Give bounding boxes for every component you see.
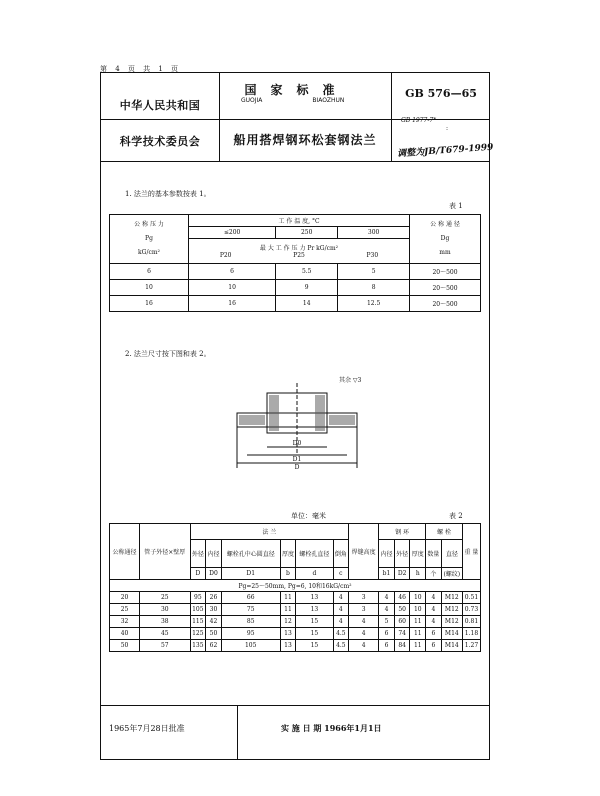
table2-label: 表 2 [449,512,463,520]
t2-head-flange: 法 兰 [190,524,349,540]
t2-head-weight: 重 量 [462,524,480,580]
standard-type-pinyin: GUOJIA BIAOZHUN [241,97,345,104]
table-row: 32 38 115 42 85 12 15 4 4 5 60 11 4 M12 0.81 [110,616,481,628]
section1-text: 1. 法兰的基本参数按表 1。 [125,190,211,198]
effective-date: 实 施 日 期 1966年1月1日 [281,723,382,733]
t1-head-dg: 公 称 通 径 Dg mm [410,215,481,264]
t1-row: 10 10 9 8 20～500 [110,280,481,296]
org-line-1: 中华人民共和国 [119,99,201,112]
t1-max-pressure: 最 大 工 作 压 力 Pr kG/cm² P20 P25 P30 [189,239,410,264]
standard-type-cn: 国家标准 [244,83,349,97]
t1-row: 16 16 14 12.5 20～500 [110,296,481,312]
revision-note-3: 调整为JB/T679-1999 [396,142,494,160]
label-D: D [294,464,300,471]
org-line-2: 科学技术委员会 [119,135,201,148]
t1-row: 6 6 5.5 5 20～500 [110,264,481,280]
table-row: 20 25 95 26 66 11 13 4 3 4 46 10 4 M12 0.51 [110,592,481,604]
t1-temp-1: ≤200 [189,227,276,239]
standard-number: GB 576—65 [405,87,477,100]
table2-unit: 单位：毫米 [291,512,326,520]
standard-sheet [100,72,494,760]
t1-temp-3: 300 [338,227,410,239]
revision-note-1: GB 1977-7* [401,117,437,124]
document-title: 船用搭焊钢环松套钢法兰 [233,133,377,147]
table-1 [109,214,481,312]
label-D0: D0 [292,440,302,447]
drawing-note: 其余 ▽3 [339,377,362,384]
table-row: 50 57 135 62 105 13 15 4.5 4 6 84 11 6 M14 1.27 [110,640,481,652]
approved-date: 1965年7月28日批准 [109,724,185,733]
t2-head-ring: 钢 环 [379,524,426,540]
table-row: 25 30 105 30 75 11 13 4 3 4 50 10 4 M12 0.73 [110,604,481,616]
footer-line [101,705,489,706]
label-D1: D1 [292,456,302,463]
t1-temp-2: 250 [276,227,338,239]
table-2: 公称通径 管子外径×壁厚 法 兰 焊缝高度 钢 环 螺 栓 重 量 外径 内径 螺栓孔中心圆直径 厚度 螺栓孔直径 倒角 内径 外径 厚度 数量 直径 D D0 D1 b d c b1 D2 h 个 (螺纹) Pg=25～50mm, Pg=6, 10和16kG/cm² 20 25 95 26 66 11 13 4 3 4 46 10 4 M12 0.51 25 30 105 30 75 11 13 4 3 4 50 10 4 M12 0.73 32 38 115 42 85 12 15 4 4 5 60 11 4 M12 0.81 40 45 125 50 95 13 15 4.5 4 6 74 11 6 M14 1.18 50 57 135 62 105 13 15 4.5 4 6 84 11 6 M14 1.27 [109,523,481,652]
footer-divider [237,705,238,759]
t2-head-k: 焊缝高度 [349,524,379,580]
t1-head-pg: 公 称 压 力 Pg kG/cm² [110,215,189,264]
t2-head-dh: 管子外径×壁厚 [140,524,190,580]
section2-text: 2. 法兰尺寸按下图和表 2。 [125,350,211,358]
header-bottom-line [101,161,489,162]
t2-head-dg: 公称通径 [110,524,140,580]
t2-head-bolt: 螺 栓 [426,524,463,540]
t1-head-temp: 工 作 温 度, °C [189,215,410,227]
flange-drawing [227,373,367,491]
page-number: 第 4 页 共 1 页 [100,65,182,73]
table1-label: 表 1 [449,202,463,210]
table-row: 40 45 125 50 95 13 15 4.5 4 6 74 11 6 M14 1.18 [110,628,481,640]
t2-condition: Pg=25～50mm, Pg=6, 10和16kG/cm² [110,580,481,592]
revision-note-2: : [446,125,449,132]
